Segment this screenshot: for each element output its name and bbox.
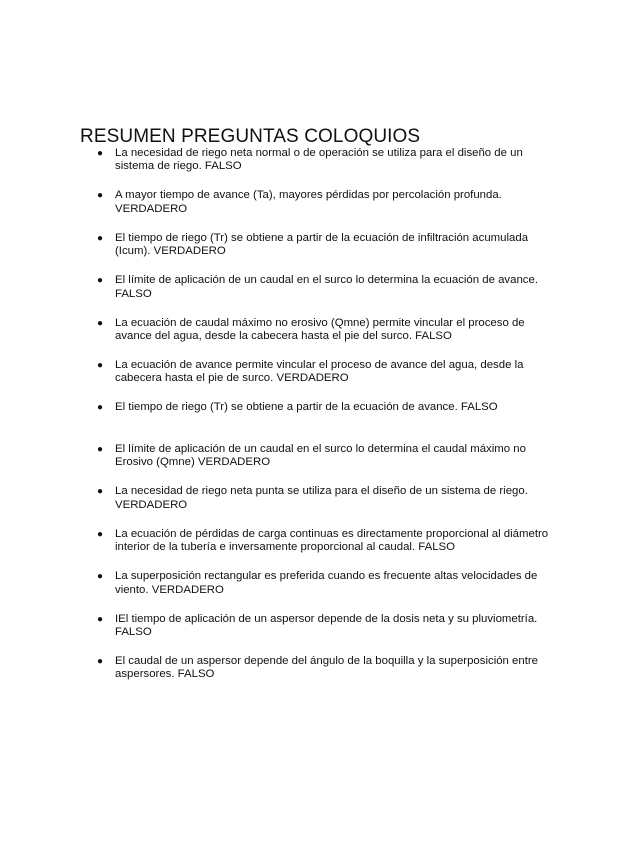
list-item [0,317,635,344]
bullet-icon: ● [97,613,104,625]
bullet-icon: ● [97,148,104,159]
question-text: La ecuación de caudal máximo no erosivo (Qmne) permite vincular el proceso de avance del agua, desde la cabecera hasta el pie del surco. FALSO [115,316,525,343]
question-text: El límite de aplicación de un caudal en el surco lo determina la ecuación de avance. FALSO [115,274,538,300]
list-item [0,528,635,555]
list-item [0,485,635,512]
list-item [0,401,635,427]
list-item [0,655,635,682]
list-item [0,570,635,597]
question-text: La necesidad de riego neta normal o de operación se utiliza para el diseño de un sistema de riego. FALSO [115,147,523,173]
bullet-icon: ● [97,444,104,456]
bullet-icon: ● [97,486,104,498]
bullet-icon: ● [97,232,104,244]
list-item [0,274,635,301]
list-item [0,232,635,259]
question-text: El caudal de un aspersor depende del ángulo de la boquilla y la superposición entre aspersores. FALSO [115,655,539,681]
question-list [0,147,635,697]
list-item [0,443,635,470]
bullet-icon: ● [97,656,104,668]
bullet-icon: ● [97,528,104,540]
list-item [0,613,635,640]
bullet-icon: ● [97,275,104,287]
question-text: A mayor tiempo de avance (Ta), mayores pérdidas por percolación profunda. VERDADERO [115,189,502,215]
question-text: El tiempo de riego (Tr) se obtiene a partir de la ecuación de infiltración acumulada (Icum). VERDADERO [115,231,529,258]
bullet-icon: ● [97,360,104,372]
bullet-icon: ● [97,190,104,202]
page-title: RESUMEN PREGUNTAS COLOQUIOS [80,126,421,147]
bullet-icon: ● [97,317,104,329]
bullet-icon: ● [97,571,104,583]
question-text: IEl tiempo de aplicación de un aspersor depende de la dosis neta y su pluviometría. FALSO [115,612,538,639]
question-text: El límite de aplicación de un caudal en el surco lo determina el caudal máximo no Erosivo (Qmne) VERDADERO [115,443,526,469]
question-text: La ecuación de pérdidas de carga continuas es directamente proporcional al diámetro interior de la tubería e inversamente proporcional al caudal. FALSO [115,527,549,554]
list-item [0,147,635,174]
question-text: El tiempo de riego (Tr) se obtiene a partir de la ecuación de avance. FALSO [115,401,498,414]
question-text: La superposición rectangular es preferida cuando es frecuente altas velocidades de viento. VERDADERO [115,570,538,596]
bullet-icon: ● [97,402,104,414]
list-item [0,189,635,216]
list-item [0,359,635,386]
question-text: La ecuación de avance permite vincular el proceso de avance del agua, desde la cabecera hasta el pie de surco. VERDADERO [115,359,524,385]
question-text: La necesidad de riego neta punta se utiliza para el diseño de un sistema de riego. VERDADERO [115,485,528,511]
